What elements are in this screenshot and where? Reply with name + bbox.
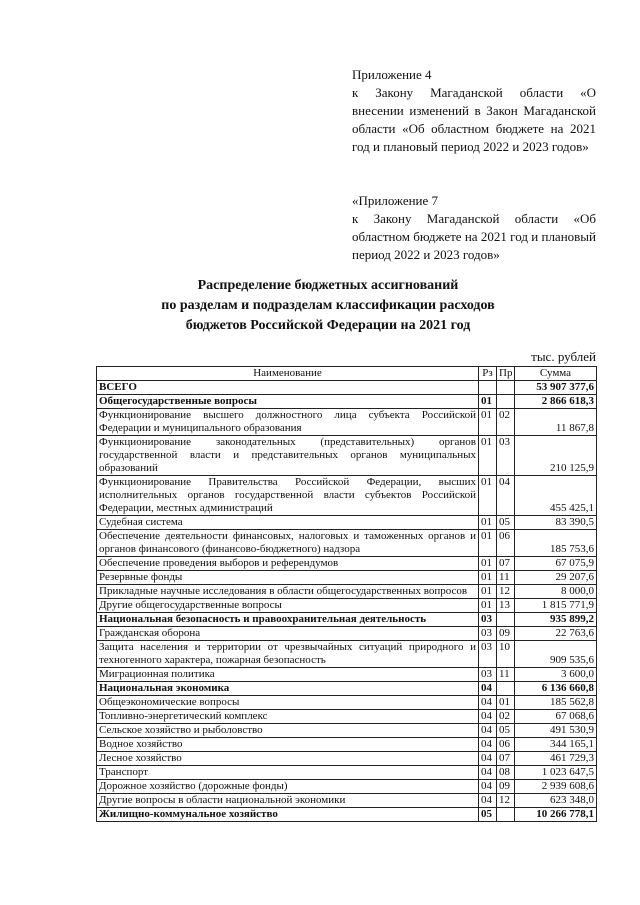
table-row (97, 641, 597, 668)
table-row (97, 627, 597, 641)
table-row (97, 808, 597, 822)
cell-pr (497, 682, 515, 696)
cell-rz: 04 (479, 780, 497, 794)
cell-sum: 22 763,6 (515, 627, 597, 641)
cell-rz: 03 (479, 668, 497, 682)
cell-name: Прикладные научные исследования в области общегосударственных вопросов (97, 585, 479, 599)
cell-name: Транспорт (97, 766, 479, 780)
cell-rz: 04 (479, 696, 497, 710)
cell-rz: 04 (479, 710, 497, 724)
cell-pr: 06 (497, 530, 515, 557)
cell-name: Функционирование законодательных (представительных) органов государственной власти и представительных органов муниципальных образований (97, 436, 479, 476)
cell-pr: 05 (497, 516, 515, 530)
cell-pr (497, 613, 515, 627)
title-line-1: Распределение бюджетных ассигнований (197, 278, 459, 293)
cell-sum: 455 425,1 (515, 476, 597, 516)
title-line-3: бюджетов Российской Федерации на 2021 год (185, 318, 471, 333)
cell-rz: 04 (479, 752, 497, 766)
cell-sum: 67 068,6 (515, 710, 597, 724)
cell-pr: 03 (497, 436, 515, 476)
cell-sum: 11 867,8 (515, 409, 597, 436)
cell-sum: 83 390,5 (515, 516, 597, 530)
cell-name: Защита населения и территории от чрезвычайных ситуаций природного и техногенного характера, пожарная безопасность (97, 641, 479, 668)
table-row (97, 724, 597, 738)
cell-sum: 8 000,0 (515, 585, 597, 599)
appendix-4-text: к Закону Магаданской области «О внесении изменений в Закон Магаданской области «Об областном бюджете на 2021 год и плановый период 2022 и 2023 годов» (352, 85, 596, 154)
cell-pr: 13 (497, 599, 515, 613)
cell-rz: 01 (479, 476, 497, 516)
cell-pr: 10 (497, 641, 515, 668)
cell-pr: 11 (497, 668, 515, 682)
cell-name: Функционирование высшего должностного лица субъекта Российской Федерации и муниципального образования (97, 409, 479, 436)
cell-sum: 623 348,0 (515, 794, 597, 808)
appendix-7-label: «Приложение 7 (352, 193, 439, 208)
table-row (97, 599, 597, 613)
cell-pr: 07 (497, 752, 515, 766)
table-header-row (97, 367, 597, 381)
units-label: тыс. рублей (531, 349, 596, 364)
title-line-2: по разделам и подразделам классификации расходов (161, 298, 495, 313)
cell-sum: 29 207,6 (515, 571, 597, 585)
cell-pr: 08 (497, 766, 515, 780)
table-row (97, 395, 597, 409)
cell-rz: 01 (479, 395, 497, 409)
cell-name: Общегосударственные вопросы (97, 395, 479, 409)
header-name: Наименование (97, 367, 479, 381)
cell-rz: 03 (479, 613, 497, 627)
cell-name: ВСЕГО (97, 381, 479, 395)
table-row (97, 794, 597, 808)
cell-rz: 04 (479, 724, 497, 738)
cell-sum: 3 600,0 (515, 668, 597, 682)
cell-pr (497, 381, 515, 395)
cell-pr (497, 395, 515, 409)
cell-sum: 935 899,2 (515, 613, 597, 627)
cell-name: Сельское хозяйство и рыболовство (97, 724, 479, 738)
cell-sum: 10 266 778,1 (515, 808, 597, 822)
cell-sum: 67 075,9 (515, 557, 597, 571)
cell-rz: 04 (479, 738, 497, 752)
appendix-7-header (352, 192, 596, 264)
table-row (97, 381, 597, 395)
cell-sum: 53 907 377,6 (515, 381, 597, 395)
cell-sum: 210 125,9 (515, 436, 597, 476)
cell-sum: 909 535,6 (515, 641, 597, 668)
table-row (97, 752, 597, 766)
cell-sum: 491 530,9 (515, 724, 597, 738)
cell-rz: 04 (479, 794, 497, 808)
cell-sum: 6 136 660,8 (515, 682, 597, 696)
cell-name: Национальная экономика (97, 682, 479, 696)
cell-pr: 01 (497, 696, 515, 710)
cell-name: Лесное хозяйство (97, 752, 479, 766)
cell-rz: 01 (479, 571, 497, 585)
header-pr: Пр (497, 367, 515, 381)
table-row (97, 696, 597, 710)
cell-rz: 01 (479, 585, 497, 599)
cell-name: Судебная система (97, 516, 479, 530)
cell-name: Обеспечение проведения выборов и референдумов (97, 557, 479, 571)
cell-sum: 185 562,8 (515, 696, 597, 710)
cell-rz: 04 (479, 682, 497, 696)
appendix-4-label: Приложение 4 (352, 67, 432, 82)
cell-pr: 02 (497, 409, 515, 436)
cell-name: Водное хозяйство (97, 738, 479, 752)
budget-table (96, 366, 597, 822)
table-row (97, 613, 597, 627)
table-row (97, 530, 597, 557)
cell-sum: 344 165,1 (515, 738, 597, 752)
cell-pr: 11 (497, 571, 515, 585)
cell-pr: 09 (497, 780, 515, 794)
cell-pr: 09 (497, 627, 515, 641)
cell-name: Национальная безопасность и правоохранительная деятельность (97, 613, 479, 627)
cell-sum: 185 753,6 (515, 530, 597, 557)
table-row (97, 436, 597, 476)
table-row (97, 766, 597, 780)
table-row (97, 710, 597, 724)
cell-rz: 01 (479, 436, 497, 476)
cell-rz: 01 (479, 599, 497, 613)
cell-pr: 05 (497, 724, 515, 738)
cell-pr: 04 (497, 476, 515, 516)
header-sum: Сумма (515, 367, 597, 381)
cell-rz: 03 (479, 627, 497, 641)
cell-name: Общеэкономические вопросы (97, 696, 479, 710)
cell-name: Дорожное хозяйство (дорожные фонды) (97, 780, 479, 794)
cell-rz: 01 (479, 557, 497, 571)
cell-sum: 1 023 647,5 (515, 766, 597, 780)
cell-rz: 04 (479, 766, 497, 780)
cell-pr: 02 (497, 710, 515, 724)
cell-rz (479, 381, 497, 395)
cell-rz: 03 (479, 641, 497, 668)
cell-rz: 05 (479, 808, 497, 822)
table-row (97, 585, 597, 599)
cell-rz: 01 (479, 516, 497, 530)
table-row (97, 557, 597, 571)
table-row (97, 780, 597, 794)
table-row (97, 409, 597, 436)
table-row (97, 682, 597, 696)
cell-rz: 01 (479, 409, 497, 436)
appendix-7-text: к Закону Магаданской области «Об областном бюджете на 2021 год и плановый период 2022 и 2023 годов» (352, 211, 596, 262)
cell-pr: 12 (497, 794, 515, 808)
cell-name: Жилищно-коммунальное хозяйство (97, 808, 479, 822)
cell-sum: 461 729,3 (515, 752, 597, 766)
cell-sum: 2 866 618,3 (515, 395, 597, 409)
cell-pr: 12 (497, 585, 515, 599)
cell-name: Гражданская оборона (97, 627, 479, 641)
cell-sum: 1 815 771,9 (515, 599, 597, 613)
cell-name: Другие вопросы в области национальной экономики (97, 794, 479, 808)
cell-name: Топливно-энергетический комплекс (97, 710, 479, 724)
cell-name: Другие общегосударственные вопросы (97, 599, 479, 613)
cell-sum: 2 939 608,6 (515, 780, 597, 794)
table-row (97, 516, 597, 530)
cell-name: Миграционная политика (97, 668, 479, 682)
cell-rz: 01 (479, 530, 497, 557)
table-row (97, 738, 597, 752)
cell-pr: 07 (497, 557, 515, 571)
cell-name: Резервные фонды (97, 571, 479, 585)
table-row (97, 668, 597, 682)
table-row (97, 571, 597, 585)
cell-pr (497, 808, 515, 822)
appendix-4-header (352, 66, 596, 156)
document-title (98, 276, 558, 336)
cell-name: Обеспечение деятельности финансовых, налоговых и таможенных органов и органов финансового (финансово-бюджетного) надзора (97, 530, 479, 557)
cell-name: Функционирование Правительства Российской Федерации, высших исполнительных органов государственной власти субъектов Российской Федерации, местных администраций (97, 476, 479, 516)
table-row (97, 476, 597, 516)
cell-pr: 06 (497, 738, 515, 752)
header-rz: Рз (479, 367, 497, 381)
